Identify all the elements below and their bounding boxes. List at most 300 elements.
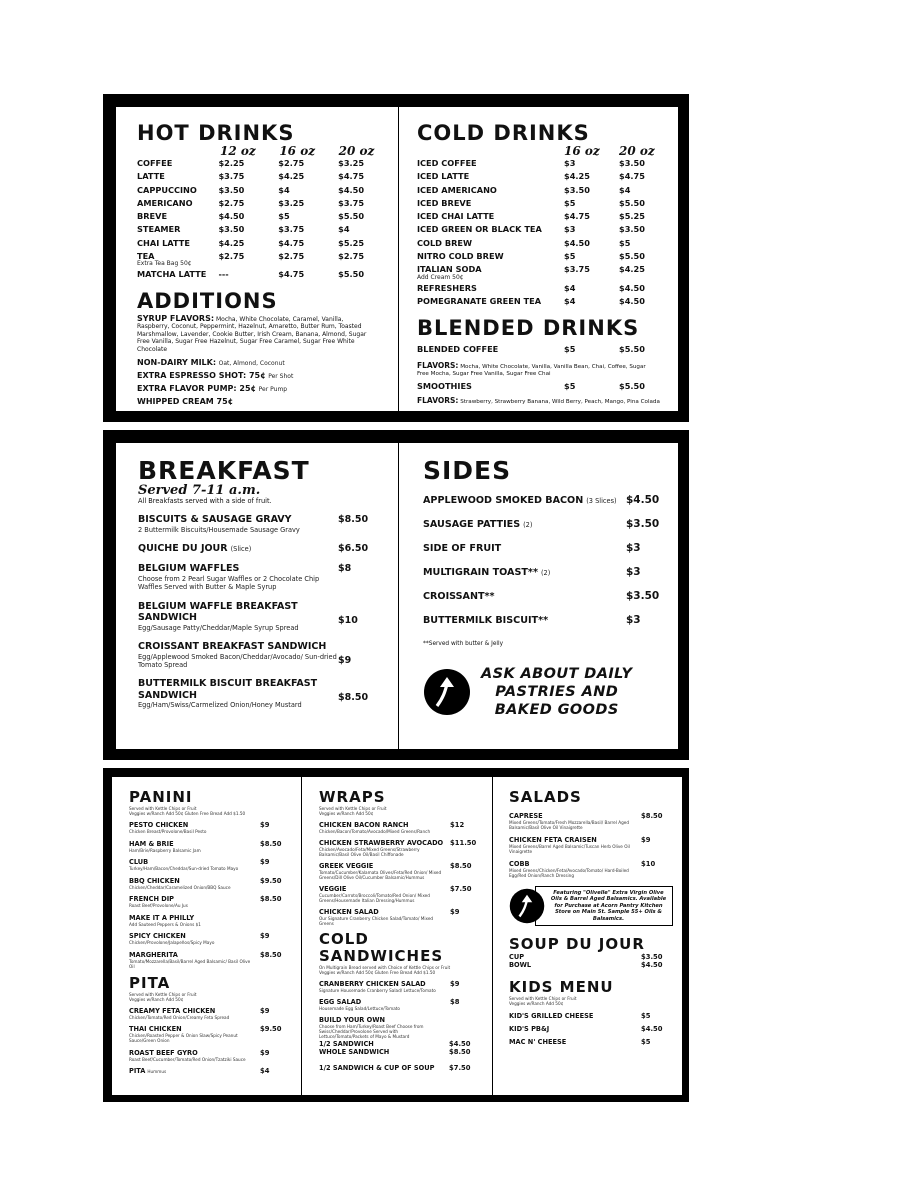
menu-item-row (129, 821, 291, 829)
olivelle-promo (509, 886, 674, 926)
breakfast-item (138, 678, 398, 709)
menu-item-row (129, 914, 291, 922)
drink-price: $4.25 (564, 171, 590, 182)
soup-cup-price: $3.50 (641, 953, 663, 962)
drinks-board (103, 94, 689, 422)
side-item-price: $3 (626, 542, 641, 554)
cold-drinks-list (417, 158, 678, 309)
drink-name: COFFEE (137, 158, 173, 168)
breakfast-item (138, 601, 398, 632)
menu-item-row (509, 812, 674, 820)
side-item-info (423, 495, 626, 506)
breakfast-item-price: $8.50 (338, 692, 369, 704)
menu-item-price: $5 (641, 1012, 651, 1021)
menu-item-price: $8.50 (260, 839, 282, 848)
pita-list (129, 1007, 291, 1076)
salads-list (509, 812, 674, 878)
menu-item-info (319, 821, 450, 829)
menu-item-row (129, 858, 291, 866)
kids-list (509, 1012, 674, 1046)
menu-item-desc: Tomato/Cucumber/Kalamata Olives/Feta/Red Onion/ Mixed Greens/Dill Olive Oil/Cucumber Balsamic/Hummus (319, 870, 442, 880)
drink-name: ITALIAN SODA (417, 264, 482, 275)
drink-price: $2.75 (278, 158, 305, 168)
breakfast-item-name (138, 678, 338, 701)
menu-item-desc: Chicken/Cheddar/Caramelized Onion/BBQ Sauce (129, 884, 231, 890)
side-item (423, 614, 678, 638)
build-your-own-title: BUILD YOUR OWN (319, 1016, 386, 1024)
panini-title: PANINI (129, 788, 193, 806)
cold-drink-row (417, 158, 678, 171)
olivelle-text: Featuring "Olivelle" Extra Virgin Olive Oils & Barrel Aged Balsamics. Available for Purchase at Acorn Pantry Kitchen Store on Main St. Sample 55+ Oils & Balsamics. (535, 886, 673, 926)
menu-item-info (509, 812, 641, 820)
menu-item-info (129, 858, 260, 866)
cold-size-header (564, 144, 678, 158)
kids-sub: Served with Kettle Chips or Fruit (509, 996, 577, 1002)
build-your-own-desc: Choose from Ham/Turkey/Roast Beef Choose from Swiss/Cheddar/Provolone Served with Lettuce/Tomato/Packets of Mayo & Mustard (319, 1024, 424, 1039)
menu-item-info (509, 836, 641, 844)
menu-item-name: VEGGIE (319, 885, 347, 893)
menu-item (319, 839, 484, 857)
drink-name: ICED BREVE (417, 197, 472, 208)
drink-price: $4 (564, 282, 576, 293)
menu-item-info (129, 951, 260, 959)
breakfast-item-label: CROISSANT BREAKFAST SANDWICH (138, 641, 327, 653)
drink-name: CHAI LATTE (137, 237, 190, 248)
kids-sub: Veggies w/Ranch Add 50¢ (509, 1001, 564, 1007)
side-item-extra: (2) (523, 521, 533, 529)
drink-price: $3.75 (218, 171, 245, 182)
breakfast-item (138, 514, 398, 534)
breakfast-item-desc: Egg/Applewood Smoked Bacon/Cheddar/Avocado/ Sun-dried Tomato Spread (138, 652, 337, 670)
drink-price: $5.50 (338, 211, 365, 222)
soup-cup-row (509, 953, 674, 961)
menu-item-price: $9 (450, 980, 460, 988)
sides-title: SIDES (423, 456, 512, 485)
lunch-board (103, 768, 689, 1102)
side-item-name: APPLEWOOD SMOKED BACON (423, 495, 584, 506)
drink-note: Add Cream 50¢ (417, 273, 464, 281)
drink-price: $5 (619, 237, 631, 248)
side-item-extra: (2) (540, 569, 551, 577)
menu-item-name: KID'S PB&J (509, 1025, 550, 1034)
breakfast-item-info (138, 641, 338, 669)
cold-sandwiches-list (319, 980, 484, 1011)
menu-item (319, 908, 484, 926)
side-item-price: $4.50 (626, 494, 660, 506)
menu-item-row (129, 1025, 291, 1033)
menu-item-info (129, 895, 260, 903)
menu-item-row (129, 951, 291, 959)
drink-price: $3.25 (278, 197, 305, 208)
hot-drink-row (137, 211, 398, 224)
acorn-logo-icon (423, 668, 471, 716)
whole-sandwich-name: WHOLE SANDWICH (319, 1048, 390, 1056)
drink-name: AMERICANO (137, 197, 193, 208)
hot-drink-row (137, 269, 398, 282)
menu-item-row (129, 1049, 291, 1057)
soup-title: SOUP DU JOUR (509, 935, 645, 954)
side-item-info (423, 543, 626, 554)
kids-menu-title: KIDS MENU (509, 978, 614, 997)
side-item-info (423, 567, 626, 578)
menu-item-desc: Roast Beef/Cucumber/Tomato/Red Onion/Tzatziki Sauce (129, 1056, 246, 1062)
blended-flavors-label: FLAVORS: (417, 360, 459, 370)
hot-drink-row (137, 238, 398, 251)
breakfast-title: BREAKFAST (138, 456, 310, 485)
menu-item-name: PESTO CHICKEN (129, 821, 189, 829)
drink-price: $2.25 (218, 158, 245, 168)
smoothie-flavors-text: Strawberry, Strawberry Banana, Wild Berry, Peach, Mango, Pina Colada (460, 398, 660, 405)
breakfast-item-price: $6.50 (338, 542, 369, 554)
menu-item (129, 914, 291, 927)
menu-item-price: $9.50 (260, 876, 282, 885)
wraps-sub: Veggies w/Ranch Add 50¢ (319, 811, 374, 816)
cold-sandwiches-sub: Veggies w/Ranch Add 50¢ Gluten Free Bread Add $1.50 (319, 970, 436, 975)
drink-price: $4.50 (564, 237, 590, 248)
breakfast-item-desc: 2 Buttermilk Biscuits/Housemade Sausage Gravy (138, 525, 300, 534)
menu-item-desc: Add Sauteed Peppers & Onions $1 (129, 921, 201, 927)
side-item-name: SIDE OF FRUIT (423, 543, 502, 554)
cold-drinks-column (398, 107, 678, 411)
menu-item-row (319, 862, 484, 870)
breakfast-item-desc: Choose from 2 Pearl Sugar Waffles or 2 Chocolate Chip Waffles Served with Butter & Maple Syrup (138, 574, 320, 592)
breakfast-item-price: $8.50 (338, 514, 369, 525)
menu-item-row (509, 860, 674, 868)
drink-price: $3.75 (564, 264, 590, 275)
salads-column (492, 777, 682, 1095)
drink-price: $5.25 (619, 211, 645, 222)
syrup-label: SYRUP FLAVORS: (137, 313, 215, 323)
menu-item-row (509, 1025, 674, 1033)
menu-item (509, 1012, 674, 1020)
drink-price: $3 (564, 158, 576, 168)
milk-label: NON-DAIRY MILK: (137, 358, 217, 368)
side-item-name: MULTIGRAIN TOAST** (423, 567, 538, 578)
breakfast-served: Served 7-11 a.m. (138, 483, 261, 498)
drink-price: $3.75 (338, 197, 365, 208)
menu-item-info (129, 1067, 260, 1075)
menu-item-info (129, 1049, 260, 1057)
breakfast-board (103, 430, 689, 760)
drink-price: $4 (338, 224, 350, 235)
menu-item-info (129, 932, 260, 940)
menu-item-name: CAPRESE (509, 812, 543, 820)
menu-item (509, 836, 674, 854)
panini-list (129, 821, 291, 969)
extra-espresso (137, 371, 398, 380)
drink-price: $4.75 (564, 211, 590, 222)
drink-note: Extra Tea Bag 50¢ (137, 260, 192, 268)
menu-item-desc: Chicken/Roasted Pepper & Onion Slaw/Spicy Peanut Sauce/Green Onion (129, 1033, 238, 1043)
breakfast-item-label: BISCUITS & SAUSAGE GRAVY (138, 514, 292, 525)
menu-item-row (129, 1067, 291, 1075)
breakfast-item-info (138, 514, 338, 534)
drink-name: ICED AMERICANO (417, 184, 497, 195)
menu-item-row (319, 839, 484, 847)
cold-drink-row (417, 171, 678, 184)
menu-item-row (319, 908, 484, 916)
blended-coffee-row (417, 344, 678, 357)
drink-price: $2.75 (278, 251, 305, 262)
menu-item-info (319, 862, 450, 870)
drink-name: ICED CHAI LATTE (417, 211, 495, 222)
drink-price: $2.75 (338, 251, 365, 262)
menu-item-name: KID'S GRILLED CHEESE (509, 1012, 594, 1021)
menu-item-row (319, 821, 484, 829)
breakfast-item-label: BELGIUM WAFFLE BREAKFAST SANDWICH (138, 600, 298, 624)
hot-drink-row (137, 158, 398, 171)
menu-item-info (509, 1025, 641, 1033)
breakfast-item-price: $9 (338, 655, 352, 667)
whole-sandwich-row (319, 1048, 484, 1056)
side-item-info (423, 615, 626, 626)
ask-line: BAKED GOODS (494, 702, 619, 718)
menu-item-price: $8.50 (641, 812, 663, 820)
menu-item-desc: Chicken/Bacon/Tomato/Avocado/Mixed Greens/Ranch (319, 829, 431, 834)
breakfast-list (138, 514, 398, 710)
breakfast-item (138, 563, 398, 591)
pita-title: PITA (129, 973, 171, 992)
side-item-extra: (3 Slices) (586, 497, 617, 505)
menu-item-price: $9 (260, 858, 270, 866)
menu-item (509, 1038, 674, 1046)
side-item (423, 518, 678, 542)
hot-drinks-column (116, 107, 398, 411)
menu-item-row (509, 1038, 674, 1046)
menu-item-row (129, 1007, 291, 1015)
breakfast-item-extra: (Slice) (230, 544, 252, 553)
drink-price: $3.50 (218, 184, 245, 195)
menu-item (319, 862, 484, 880)
cold-drinks-title: COLD DRINKS (417, 121, 590, 145)
drink-price: $4.75 (278, 237, 305, 248)
menu-item-name: GREEK VEGGIE (319, 862, 374, 870)
menu-item-row (319, 885, 484, 893)
menu-item (129, 951, 291, 969)
side-item-name: SAUSAGE PATTIES (423, 519, 521, 530)
blended-drinks-title: BLENDED DRINKS (417, 316, 640, 341)
drink-price: $5 (564, 197, 576, 208)
sides-column (398, 443, 678, 749)
breakfast-item-info (138, 601, 338, 632)
drink-price: --- (218, 269, 229, 280)
cold-drink-row (417, 198, 678, 211)
pita-sub: Served with Kettle Chips or Fruit (129, 991, 197, 997)
hot-drinks-title: HOT DRINKS (137, 121, 295, 145)
breakfast-subtitle: All Breakfasts served with a side of fruit. (138, 497, 272, 505)
whipped-cream (137, 397, 398, 406)
drink-price: $3 (564, 224, 576, 235)
menu-item-desc: Chicken/Avocado/Feta/Mixed Greens/Strawberry Balsamic/Basil Olive Oil/Basil Chiffonade (319, 847, 420, 857)
side-item (423, 494, 678, 518)
acorn-logo-icon (509, 888, 545, 924)
breakfast-item-name (138, 543, 338, 555)
breakfast-item-info (138, 543, 338, 555)
menu-item-name: COBB (509, 860, 530, 868)
daily-pastries-promo (423, 665, 678, 719)
breakfast-item-price: $10 (338, 614, 358, 626)
half-sandwich-row (319, 1040, 484, 1048)
drink-price: $4.25 (218, 237, 245, 248)
menu-item-desc: Chicken/Tomato/Red Onion/Creamy Feta Spread (129, 1014, 230, 1020)
menu-item-name: THAI CHICKEN (129, 1025, 182, 1033)
blended-flavors-text: Mocha, White Chocolate, Vanilla, Vanilla Bean, Chai, Coffee, Sugar Free Mocha, Sugar Free Vanilla, Sugar Free Chai (417, 363, 646, 377)
wraps-sub: Served with Kettle Chips or Fruit (319, 806, 387, 811)
cold-size: 16 oz (564, 144, 600, 158)
breakfast-item-label: BELGIUM WAFFLES (138, 563, 240, 575)
drink-price: $2.75 (218, 251, 245, 262)
menu-item-info (509, 1038, 641, 1046)
pump-label: EXTRA FLAVOR PUMP: 25¢ (137, 384, 257, 394)
pita-sub: Veggies w/Ranch Add 50¢ (129, 996, 184, 1002)
menu-item-desc: Turkey/Ham/Bacon/Cheddar/Sun-dried Tomato Mayo (129, 866, 239, 871)
hot-drink-row (137, 198, 398, 211)
cold-drink-row (417, 251, 678, 264)
menu-item-desc: Chicken Breast/Provolone/Basil Pesto (129, 829, 207, 834)
drink-price: $4.50 (619, 282, 645, 293)
sides-footnote: **Served with butter & Jelly (423, 641, 504, 647)
drink-name: MATCHA LATTE (137, 269, 207, 280)
menu-item-price: $9 (260, 821, 270, 829)
menu-item-info (319, 885, 450, 893)
breakfast-item-name (138, 563, 338, 575)
drink-price: $4.50 (338, 184, 365, 195)
menu-item-row (509, 836, 674, 844)
menu-item-info (129, 1007, 260, 1015)
drink-price: $4.75 (619, 171, 645, 182)
menu-item-info (319, 998, 450, 1006)
menu-item-info (129, 840, 260, 848)
menu-item (319, 821, 484, 834)
menu-item-desc: Cucumber/Carrots/Broccoli/Tomato/Red Onion/ Mixed Greens/Housemade Italian Dressing/Hummus (319, 893, 430, 903)
cream-label: WHIPPED CREAM 75¢ (137, 397, 234, 407)
panini-sub: Veggies w/Ranch Add 50¢ Gluten Free Bread Add $1.50 (129, 811, 246, 816)
side-item-info (423, 519, 626, 530)
menu-item-price: $10 (641, 860, 656, 868)
cold-sandwiches-sub: On Multigrain Bread served with Choice of Kettle Chips or Fruit (319, 965, 451, 970)
menu-item-price: $12 (450, 821, 465, 829)
smoothies-row (417, 381, 678, 394)
side-item-name: CROISSANT** (423, 591, 495, 602)
menu-item-extra: Hummus (147, 1069, 167, 1074)
side-item (423, 566, 678, 590)
breakfast-item-name (138, 641, 338, 653)
sides-list (423, 494, 678, 638)
menu-item-desc: Housemade Egg Salad/Lettuce/Tomato (319, 1006, 400, 1011)
ask-about-pastries (481, 665, 632, 719)
drink-price: $3.75 (278, 224, 305, 235)
soup-bowl-row (509, 961, 674, 969)
ask-line: PASTRIES AND (495, 684, 619, 700)
drink-price: $4 (619, 184, 631, 195)
half-sandwich-price: $4.50 (449, 1040, 471, 1048)
drink-price: $4.75 (278, 269, 305, 280)
menu-item-name: SPICY CHICKEN (129, 932, 186, 940)
drink-name: TEA (137, 251, 155, 262)
breakfast-item-label: BUTTERMILK BISCUIT BREAKFAST SANDWICH (138, 678, 318, 701)
drink-price: $5.50 (619, 197, 645, 208)
additions-title: ADDITIONS (137, 288, 278, 313)
non-dairy-milk (137, 358, 398, 367)
half-sandwich-name: 1/2 SANDWICH (319, 1040, 374, 1048)
breakfast-item-name (138, 514, 338, 526)
combo-row (319, 1064, 484, 1072)
breakfast-item-desc: Egg/Sausage Patty/Cheddar/Maple Syrup Spread (138, 623, 299, 632)
drink-price: $3.25 (338, 158, 365, 168)
breakfast-item-name (138, 601, 338, 624)
drink-name: LATTE (137, 171, 165, 182)
hot-drink-row (137, 185, 398, 198)
side-item-price: $3.50 (626, 590, 660, 602)
menu-item-name: CHICKEN FETA CRAISEN (509, 836, 597, 844)
blended-coffee-name: BLENDED COFFEE (417, 344, 499, 355)
menu-item (509, 1025, 674, 1033)
breakfast-item-info (138, 563, 338, 591)
drink-price: $5 (278, 211, 290, 222)
lunch-board-inner (112, 777, 682, 1095)
menu-item-price: $9 (260, 1048, 270, 1057)
menu-item-name: MAC N' CHEESE (509, 1038, 567, 1047)
smoothie-flavors-label: FLAVORS: (417, 395, 459, 405)
wraps-column (301, 777, 492, 1095)
drink-price: $4 (278, 184, 290, 195)
side-item-price: $3 (626, 566, 641, 578)
menu-item (129, 858, 291, 871)
salads-title: SALADS (509, 788, 582, 806)
menu-item (509, 812, 674, 830)
menu-item-desc: Our Signature Cranberry Chicken Salad/Tomato/ Mixed Greens (319, 916, 434, 926)
menu-item-name: CHICKEN STRAWBERRY AVOCADO (319, 839, 444, 847)
menu-item-price: $8.50 (260, 950, 282, 959)
menu-item-price: $9 (260, 932, 270, 940)
drink-price: $5.50 (338, 269, 365, 280)
menu-item (129, 840, 291, 853)
menu-item-row (129, 932, 291, 940)
menu-item-desc: Chicken/Provolone/Jalapeños/Spicy Mayo (129, 940, 215, 945)
drink-name: NITRO COLD BREW (417, 251, 504, 262)
menu-item (319, 998, 484, 1011)
smoothies-price: $5 (564, 380, 576, 391)
milk-text: Oat, Almond, Coconut (218, 360, 285, 368)
menu-item-name: CREAMY FETA CHICKEN (129, 1006, 216, 1015)
menu-item-row (319, 998, 484, 1006)
menu-item (129, 1025, 291, 1043)
drink-price: $3.50 (619, 158, 645, 168)
syrup-flavors (137, 315, 377, 354)
breakfast-item-desc: Egg/Ham/Swiss/Carmelized Onion/Honey Mustard (138, 701, 302, 710)
espresso-label: EXTRA ESPRESSO SHOT: 75¢ (137, 371, 266, 381)
breakfast-item (138, 543, 398, 555)
side-item-info (423, 591, 626, 602)
extra-flavor-pump (137, 384, 398, 393)
wraps-title: WRAPS (319, 788, 386, 806)
menu-item-desc: Signature Housemade Cranberry Salad/ Lettuce/Tomato (319, 988, 436, 993)
blended-flavors (417, 362, 657, 378)
menu-item-name: MAKE IT A PHILLY (129, 913, 195, 922)
menu-item-info (129, 1025, 260, 1033)
menu-item (129, 1007, 291, 1020)
menu-item-desc: Mixed Greens/Tomato/Fresh Mozzarella/Basil/ Barrel Aged Balsamic/Basil Olive Oil Vinaigrette (509, 820, 629, 830)
smoothies-price: $5.50 (619, 380, 645, 391)
drink-price: $2.75 (218, 197, 245, 208)
blended-coffee-price: $5 (564, 344, 576, 355)
menu-item-row (129, 877, 291, 885)
drink-price: $4.50 (619, 295, 645, 306)
menu-item-name: CLUB (129, 858, 149, 866)
menu-item-desc: Tomato/Mozzarella/Basil/Barrel Aged Balsamic/ Basil Olive Oil (129, 958, 251, 969)
menu-item-desc: Mixed Greens/Barrel Aged Balsamic/Tuscan Herb Olive Oil Vinaigrette (509, 844, 630, 854)
menu-item-info (129, 821, 260, 829)
